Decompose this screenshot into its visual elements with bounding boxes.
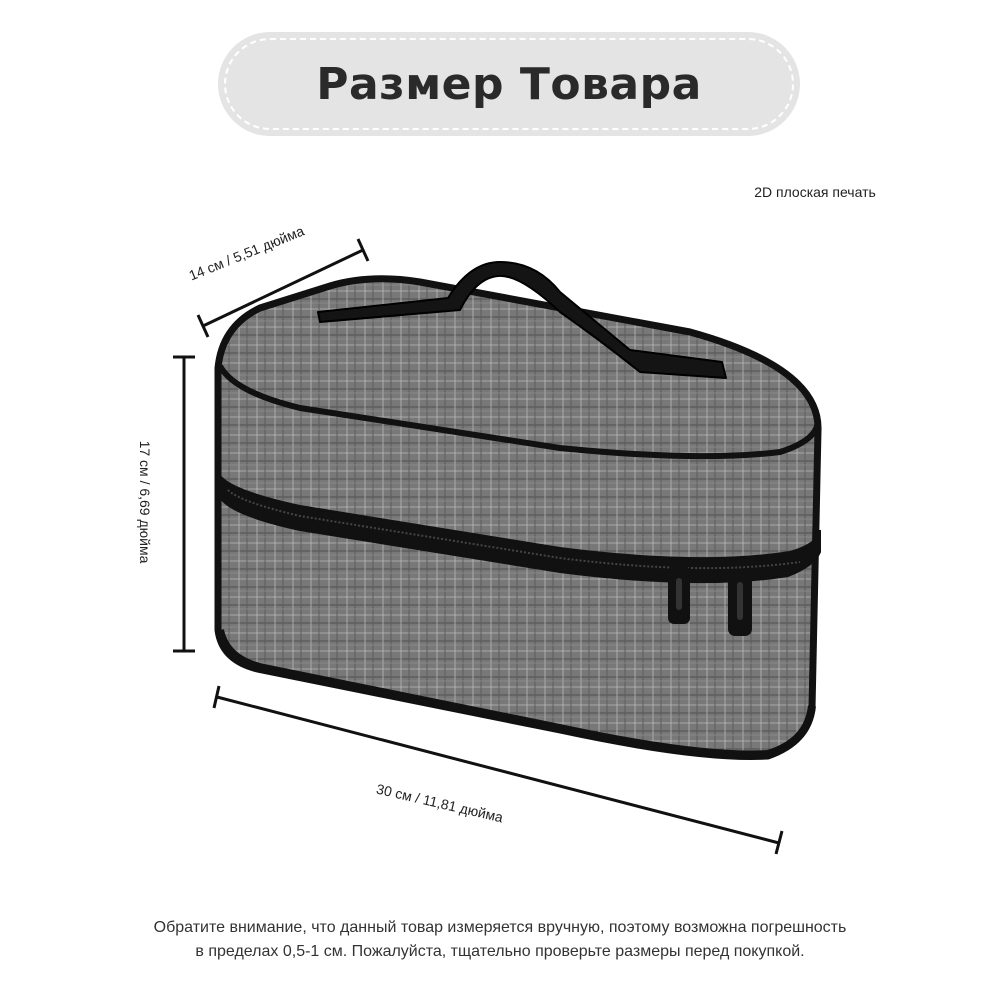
measurement-disclaimer xyxy=(40,916,960,964)
depth-label: 14 см / 5,51 дюйма xyxy=(186,222,307,284)
length-label: 30 см / 11,81 дюйма xyxy=(374,780,505,826)
height-dimension-line xyxy=(173,357,195,651)
disclaimer-line-1: Обратите внимание, что данный товар измеряется вручную, поэтому возможна погрешность xyxy=(153,919,847,936)
page-title: Размер Товара xyxy=(316,58,702,110)
disclaimer-line-2: в пределах 0,5-1 см. Пожалуйста, тщательно проверьте размеры перед покупкой. xyxy=(195,943,805,960)
bag xyxy=(218,262,820,756)
height-label: 17 см / 6,69 дюйма xyxy=(137,440,153,564)
print-note: 2D плоская печать xyxy=(754,184,876,200)
